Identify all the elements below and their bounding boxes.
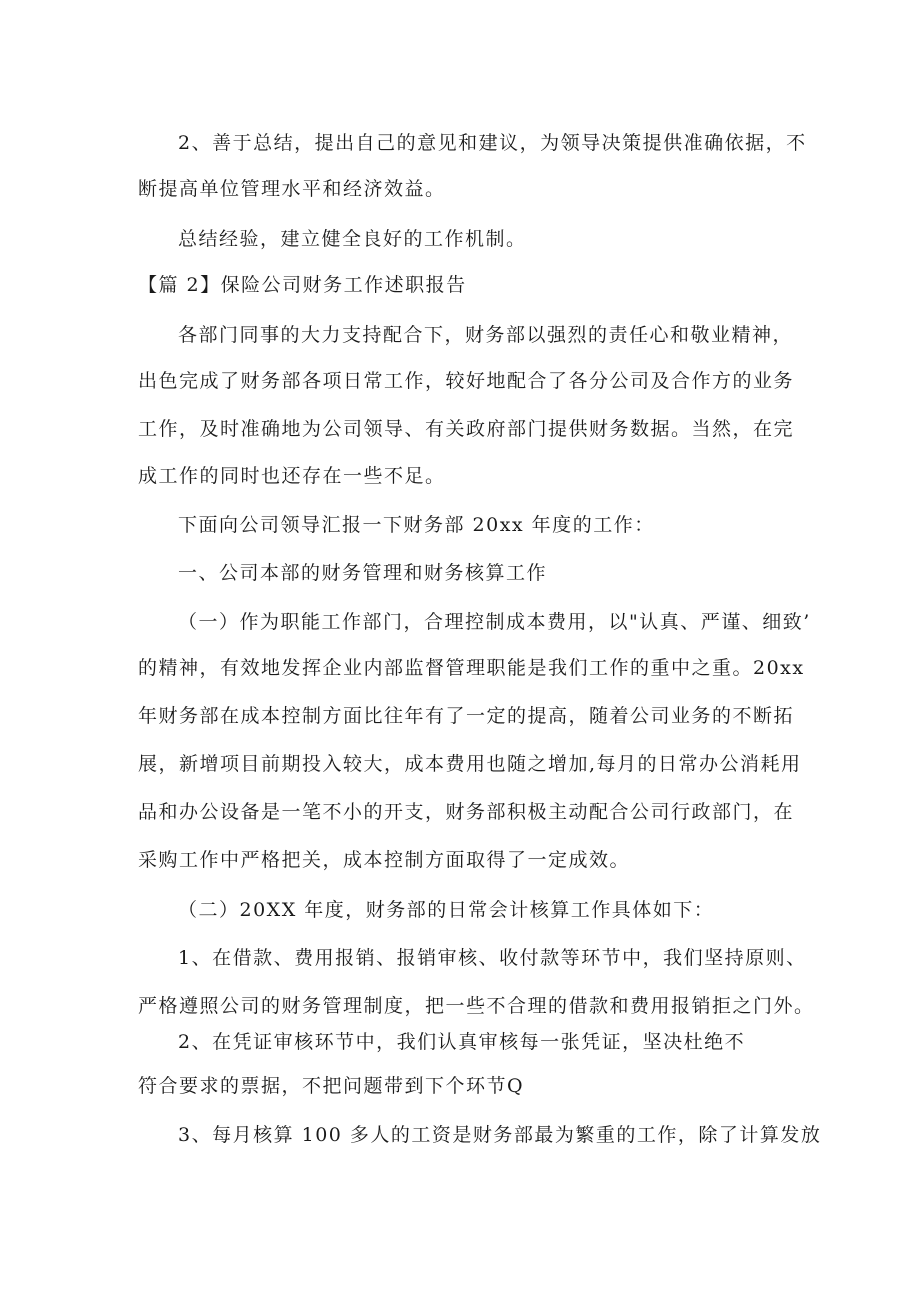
paragraph-line: 总结经验，建立健全良好的工作机制。 — [178, 228, 527, 250]
paragraph-line: （一）作为职能工作部门，合理控制成本费用，以"认真、严谨、细致’ — [178, 611, 811, 633]
paragraph-line: 成工作的同时也还存在一些不足。 — [138, 465, 446, 487]
paragraph-line: 品和办公设备是一笔不小的开支，财务部积极主动配合公司行政部门，在 — [138, 801, 795, 823]
paragraph-line: 出色完成了财务部各项日常工作，较好地配合了各分公司及合作方的业务 — [138, 370, 795, 392]
paragraph-line: 工作，及时准确地为公司领导、有关政府部门提供财务数据。当然，在完 — [138, 418, 795, 440]
paragraph-line: 2、善于总结，提出自己的意见和建议，为领导决策提供准确依据，不 — [178, 132, 807, 154]
paragraph-line: 严格遵照公司的财务管理制度，把一些不合理的借款和费用报销拒之门外。 — [138, 995, 815, 1017]
section-heading: 【篇 2】保险公司财务工作述职报告 — [138, 274, 467, 296]
paragraph-line: 采购工作中严格把关，成本控制方面取得了一定成效。 — [138, 849, 631, 871]
paragraph-line: 1、在借款、费用报销、报销审核、收付款等环节中，我们坚持原则、 — [178, 947, 807, 969]
paragraph-line: 的精神，有效地发挥企业内部监督管理职能是我们工作的重中之重。20xx — [138, 657, 805, 679]
paragraph-line: 各部门同事的大力支持配合下，财务部以强烈的责任心和敬业精神， — [178, 324, 794, 346]
paragraph-line: 符合要求的票据，不把问题带到下个环节Q — [138, 1075, 525, 1097]
paragraph-line: （二）20XX 年度，财务部的日常会计核算工作具体如下： — [178, 899, 715, 921]
paragraph-line: 展，新增项目前期投入较大，成本费用也随之增加,每月的日常办公消耗用 — [138, 753, 802, 775]
paragraph-line: 年财务部在成本控制方面比往年有了一定的提高，随着公司业务的不断拓 — [138, 705, 795, 727]
paragraph-line: 一、公司本部的财务管理和财务核算工作 — [178, 562, 548, 584]
paragraph-line: 3、每月核算 100 多人的工资是财务部最为繁重的工作，除了计算发放 — [178, 1124, 822, 1146]
paragraph-line: 断提高单位管理水平和经济效益。 — [138, 178, 446, 200]
paragraph-line: 下面向公司领导汇报一下财务部 20xx 年度的工作： — [178, 514, 655, 536]
paragraph-line: 2、在凭证审核环节中，我们认真审核每一张凭证，坚决杜绝不 — [178, 1031, 746, 1053]
